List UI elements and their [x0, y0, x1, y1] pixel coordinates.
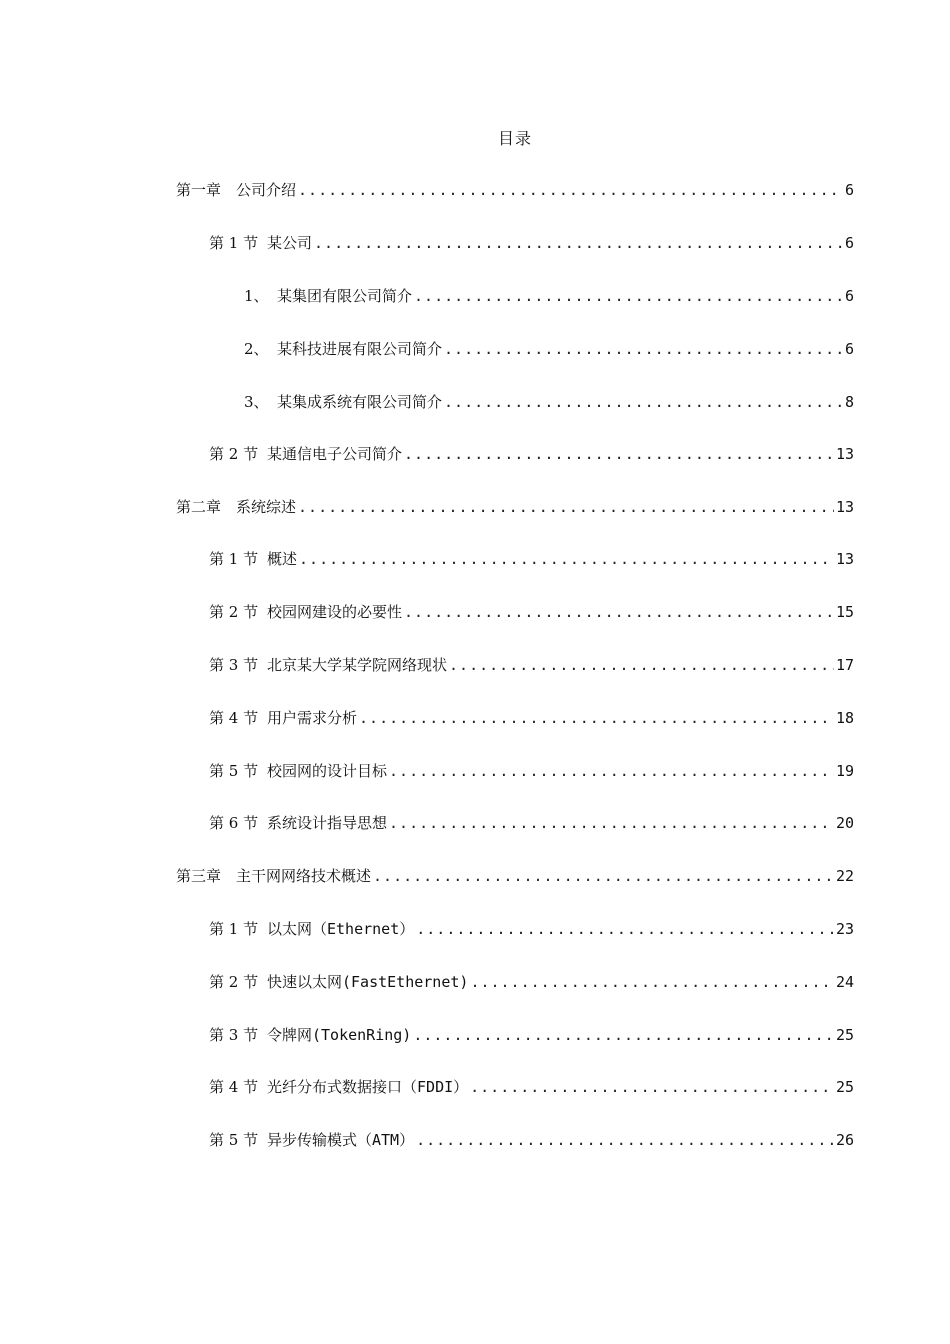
toc-entry-section[interactable] [209, 654, 854, 676]
toc-entry-title: 系统综述 [236, 498, 297, 516]
toc-dot-leader [298, 179, 843, 201]
toc-entry-item[interactable] [244, 285, 854, 307]
toc-entry-number: 第 1 节 [209, 234, 259, 252]
toc-entry-page: 13 [835, 498, 854, 516]
toc-entry-number: 第 4 节 [209, 709, 259, 727]
toc-entry-number: 第 6 节 [209, 814, 259, 832]
toc-entry-number: 1、 [244, 287, 269, 305]
toc-entry-number: 第 3 节 [209, 656, 259, 674]
toc-entry-title: 北京某大学某学院网络现状 [267, 656, 448, 674]
toc-entry-page: 13 [835, 550, 854, 568]
toc-dot-leader [404, 443, 834, 465]
toc-entry-item[interactable] [244, 338, 854, 360]
toc-title: 目录 [497, 129, 532, 148]
toc-entry-title: 某通信电子公司简介 [267, 445, 403, 463]
toc-entry-title: 校园网建设的必要性 [267, 603, 403, 621]
toc-entry-title: 用户需求分析 [267, 709, 358, 727]
toc-entry-section[interactable] [209, 443, 854, 465]
toc-entry-number: 第 1 节 [209, 550, 259, 568]
toc-entry-page: 19 [835, 762, 854, 780]
toc-dot-leader [470, 1076, 834, 1098]
toc-dot-leader [413, 1024, 834, 1046]
toc-entry-number: 第 4 节 [209, 1078, 259, 1096]
toc-entry-page: 26 [835, 1131, 854, 1149]
toc-entry-title: 快速以太网(FastEthernet) [267, 973, 469, 991]
toc-entry-page: 6 [844, 234, 854, 252]
toc-entry-title: 某集成系统有限公司简介 [277, 393, 443, 411]
toc-entry-page: 6 [844, 287, 854, 305]
toc-entry-section[interactable] [209, 232, 854, 254]
toc-entry-number: 第三章 [176, 867, 222, 885]
toc-entry-title: 以太网（Ethernet） [267, 920, 415, 938]
toc-entry-title: 概述 [267, 550, 298, 568]
toc-dot-leader [404, 601, 834, 623]
toc-dot-leader [373, 865, 834, 887]
toc-dot-leader [449, 654, 834, 676]
toc-entry-section[interactable] [209, 760, 854, 782]
toc-dot-leader [416, 918, 834, 940]
toc-dot-leader [314, 232, 843, 254]
toc-entry-number: 第 3 节 [209, 1026, 259, 1044]
toc-entry-title: 系统设计指导思想 [267, 814, 388, 832]
toc-dot-leader [389, 760, 834, 782]
toc-dot-leader [299, 548, 834, 570]
toc-entry-section[interactable] [209, 1129, 854, 1151]
toc-dot-leader [414, 285, 843, 307]
toc-entry-title: 校园网的设计目标 [267, 762, 388, 780]
toc-entry-page: 20 [835, 814, 854, 832]
toc-entry-page: 8 [844, 393, 854, 411]
toc-entry-page: 17 [835, 656, 854, 674]
toc-dot-leader [444, 338, 843, 360]
toc-entry-title: 某公司 [267, 234, 313, 252]
toc-entry-page: 6 [844, 181, 854, 199]
toc-entry-chapter[interactable] [176, 865, 854, 887]
toc-entry-number: 3、 [244, 393, 269, 411]
toc-entry-number: 2、 [244, 340, 269, 358]
toc-entry-title: 主干网网络技术概述 [236, 867, 372, 885]
toc-dot-leader [444, 391, 843, 413]
toc-entry-title: 光纤分布式数据接口（FDDI） [267, 1078, 469, 1096]
toc-entry-section[interactable] [209, 707, 854, 729]
toc-entry-chapter[interactable] [176, 179, 854, 201]
toc-entry-page: 23 [835, 920, 854, 938]
toc-entry-title: 某科技进展有限公司简介 [277, 340, 443, 358]
toc-entry-page: 15 [835, 603, 854, 621]
toc-entry-chapter[interactable] [176, 496, 854, 518]
toc-entry-number: 第 2 节 [209, 603, 259, 621]
toc-dot-leader [389, 812, 834, 834]
toc-entry-page: 22 [835, 867, 854, 885]
toc-entry-title: 某集团有限公司简介 [277, 287, 413, 305]
toc-entry-title: 公司介绍 [236, 181, 297, 199]
toc-entry-section[interactable] [209, 1024, 854, 1046]
toc-entry-section[interactable] [209, 971, 854, 993]
toc-dot-leader [416, 1129, 834, 1151]
toc-entry-page: 18 [835, 709, 854, 727]
toc-entry-section[interactable] [209, 548, 854, 570]
toc-dot-leader [470, 971, 834, 993]
toc-entry-number: 第 2 节 [209, 973, 259, 991]
toc-entry-page: 13 [835, 445, 854, 463]
toc-entry-page: 25 [835, 1026, 854, 1044]
toc-dot-leader [298, 496, 834, 518]
toc-entry-item[interactable] [244, 391, 854, 413]
toc-entry-section[interactable] [209, 601, 854, 623]
toc-entry-number: 第一章 [176, 181, 222, 199]
toc-entry-page: 24 [835, 973, 854, 991]
toc-entry-section[interactable] [209, 1076, 854, 1098]
toc-dot-leader [359, 707, 834, 729]
toc-entry-title: 异步传输模式（ATM） [267, 1131, 415, 1149]
toc-entry-number: 第 5 节 [209, 762, 259, 780]
toc-entry-page: 25 [835, 1078, 854, 1096]
toc-entry-page: 6 [844, 340, 854, 358]
toc-entry-section[interactable] [209, 918, 854, 940]
toc-entry-number: 第 2 节 [209, 445, 259, 463]
toc-entry-number: 第 1 节 [209, 920, 259, 938]
toc-entry-number: 第 5 节 [209, 1131, 259, 1149]
toc-entry-number: 第二章 [176, 498, 222, 516]
toc-entry-section[interactable] [209, 812, 854, 834]
toc-entry-title: 令牌网(TokenRing) [267, 1026, 412, 1044]
